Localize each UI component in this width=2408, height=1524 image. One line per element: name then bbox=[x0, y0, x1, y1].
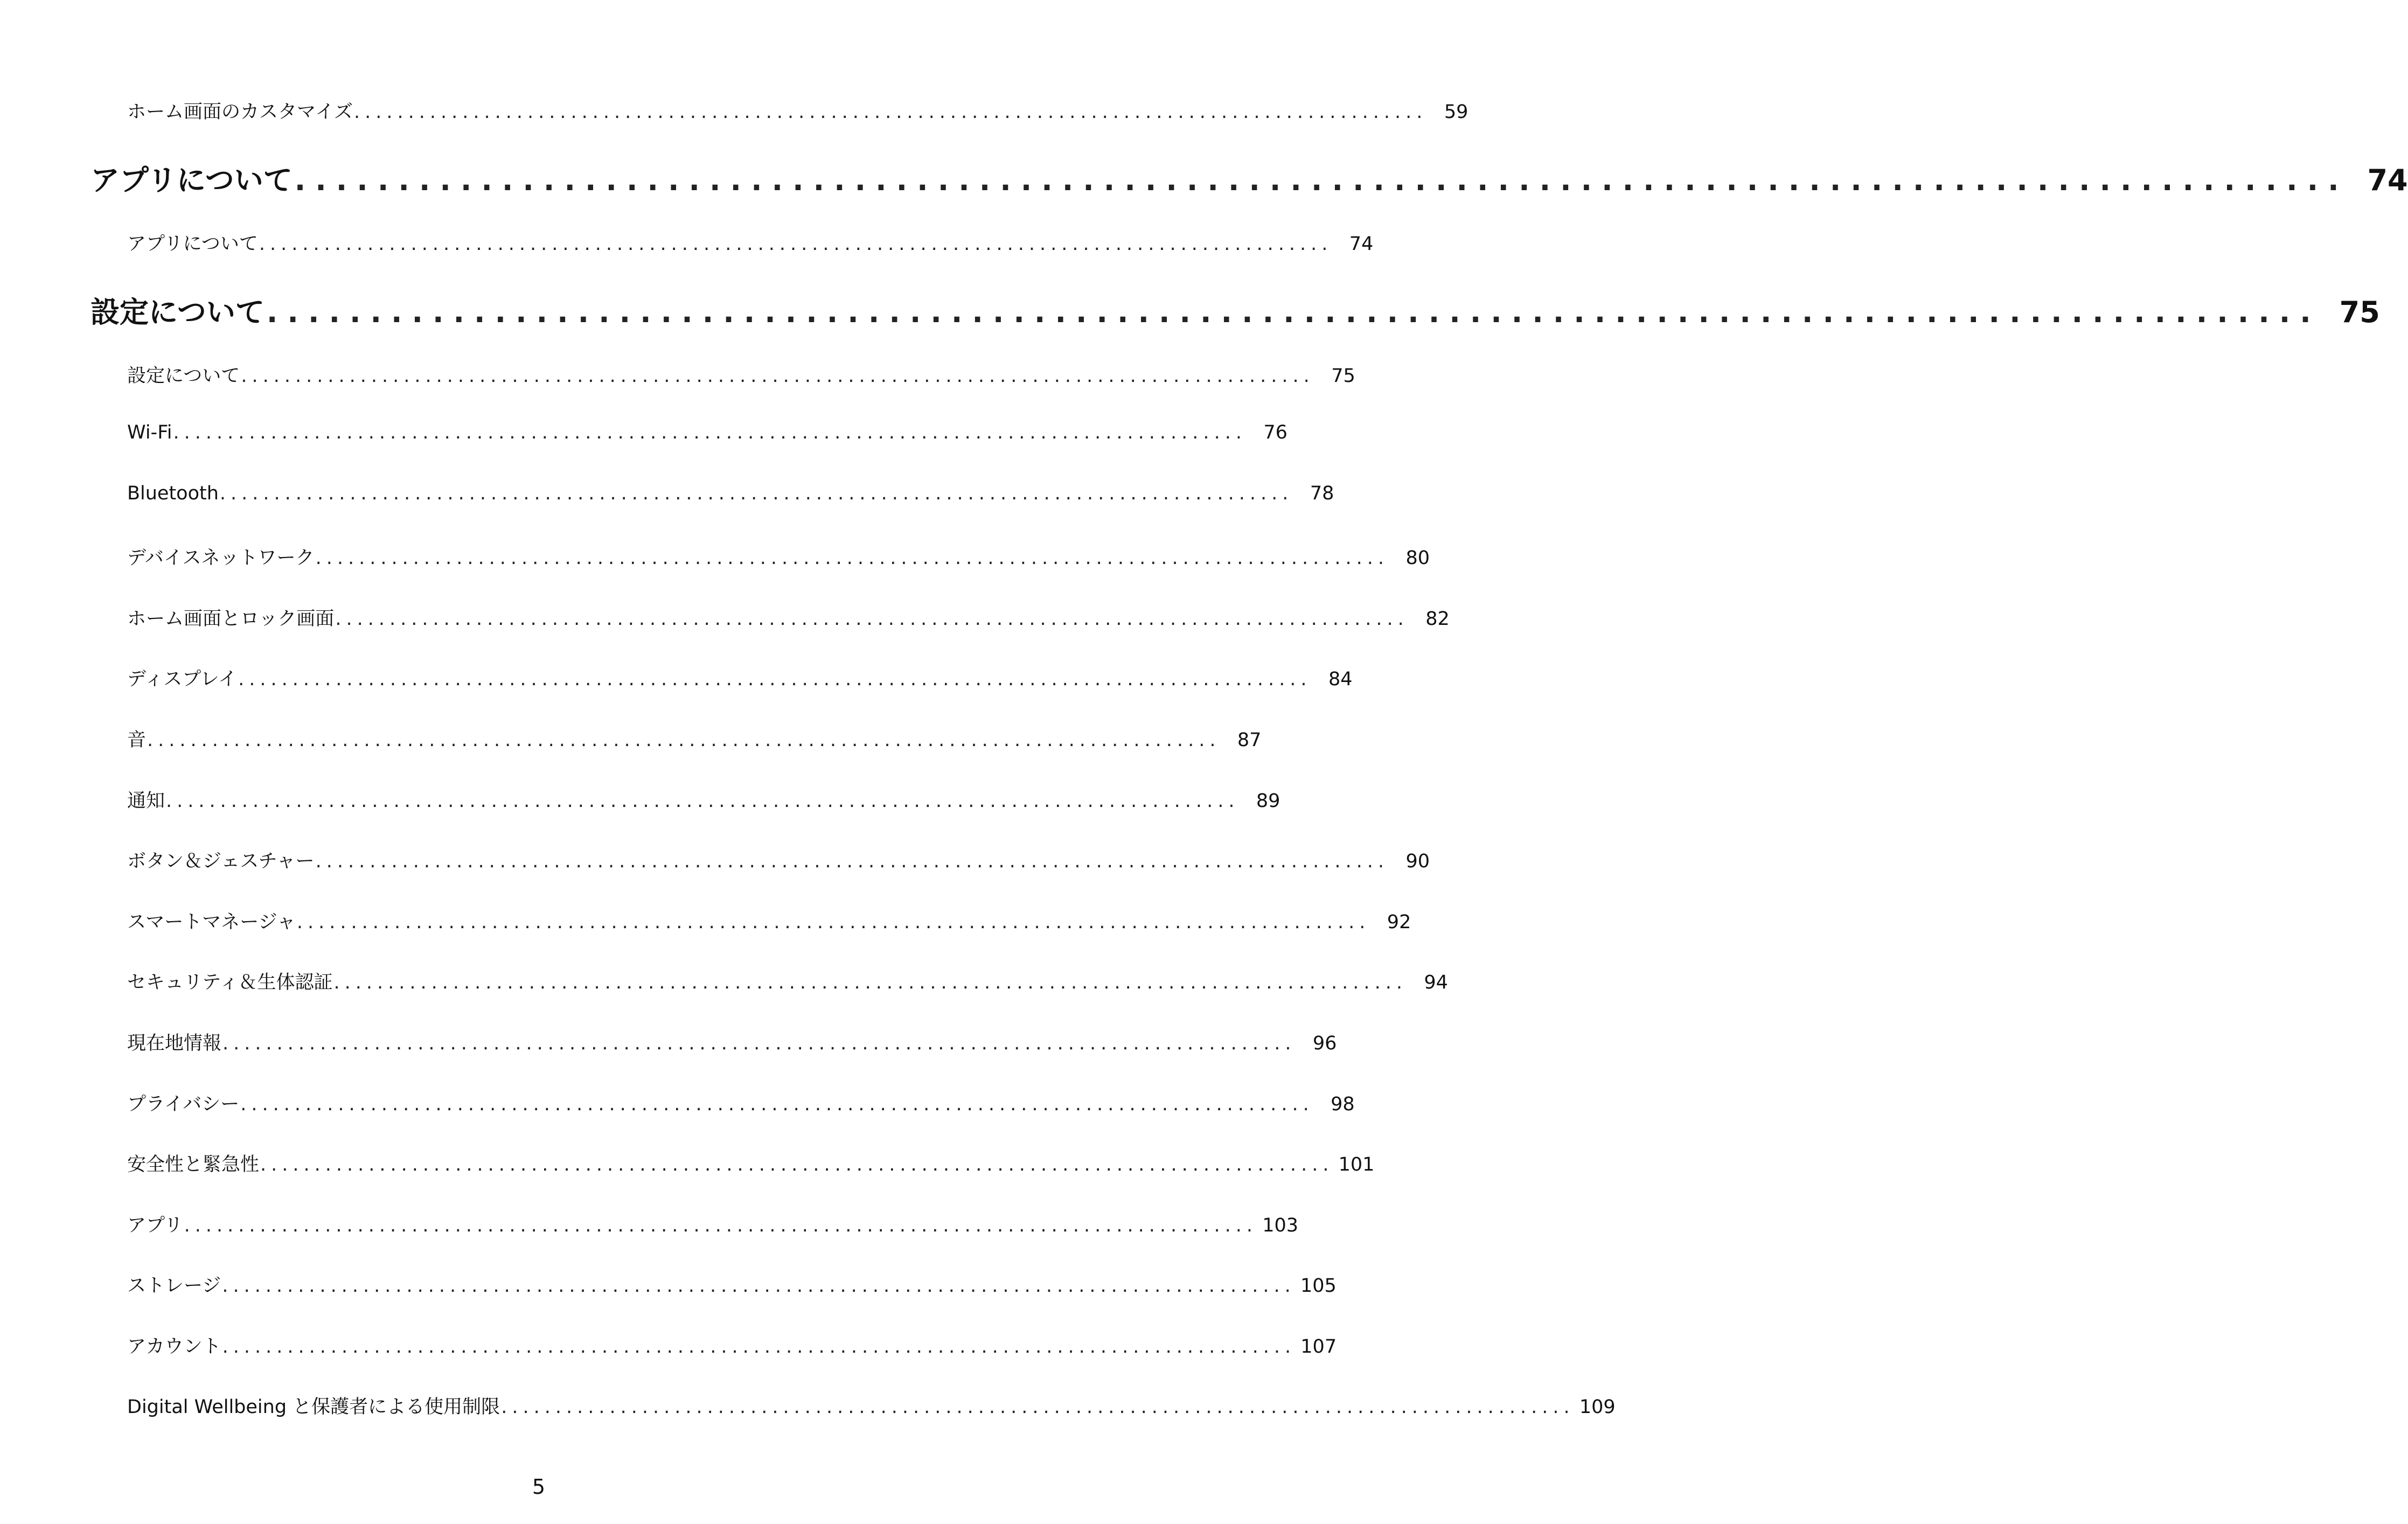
toc-chapter-page: 74 bbox=[2367, 163, 2408, 197]
toc-entry-page: 109 bbox=[1579, 1396, 1616, 1418]
dot-leader: ................................................................................................... bbox=[241, 365, 1314, 387]
toc-entry[interactable] bbox=[127, 229, 1374, 256]
dot-leader: ................................................................................................... bbox=[353, 101, 1428, 123]
toc-entry[interactable] bbox=[127, 1150, 1375, 1177]
toc-entry-title: ディスプレイ bbox=[127, 669, 238, 690]
toc-entry[interactable] bbox=[127, 786, 1280, 813]
toc-entry-title: 安全性と緊急性 bbox=[127, 1154, 260, 1175]
toc-entry-page: 82 bbox=[1425, 608, 1450, 630]
toc-entry-title: Digital Wellbeing と保護者による使用制限 bbox=[127, 1396, 500, 1418]
toc-entry[interactable] bbox=[127, 907, 1411, 934]
toc-entry-page: 92 bbox=[1387, 911, 1411, 933]
toc-entry-page: 90 bbox=[1405, 851, 1430, 872]
toc-chapter-title: アプリについて bbox=[91, 163, 293, 197]
toc-entry[interactable] bbox=[127, 1028, 1337, 1055]
toc-entry-title: 現在地情報 bbox=[127, 1033, 222, 1054]
toc-entry-title: Bluetooth bbox=[127, 483, 219, 504]
toc-entry-title: プライバシー bbox=[127, 1094, 240, 1115]
page-number: 5 bbox=[532, 1475, 546, 1499]
toc-entry[interactable] bbox=[127, 422, 1287, 443]
toc-entry[interactable] bbox=[127, 483, 1334, 504]
dot-leader: ................................................................................................... bbox=[501, 1396, 1575, 1418]
toc-entry-page: 87 bbox=[1237, 729, 1262, 751]
toc-entry-title: アプリ bbox=[127, 1215, 183, 1236]
toc-entry-title: デバイスネットワーク bbox=[127, 547, 315, 569]
dot-leader: ................................................................................................... bbox=[147, 729, 1221, 751]
toc-entry[interactable] bbox=[127, 725, 1262, 752]
toc-entry[interactable] bbox=[127, 1271, 1337, 1298]
toc-entry-page: 78 bbox=[1310, 483, 1334, 504]
dot-leader: ................................................................................................... bbox=[238, 669, 1312, 690]
dot-leader: ................................................................................................... bbox=[173, 422, 1247, 443]
toc-entry-page: 101 bbox=[1338, 1154, 1375, 1175]
toc-entry[interactable] bbox=[127, 1332, 1337, 1359]
toc-entry[interactable] bbox=[127, 1210, 1299, 1237]
toc-entry-title: 設定について bbox=[127, 365, 240, 387]
dot-leader: ................................................................................................... bbox=[222, 1033, 1296, 1054]
dot-leader: ................................................................................................... bbox=[294, 163, 2349, 197]
toc-entry-title: セキュリティ＆生体認証 bbox=[127, 972, 333, 993]
toc-entry-title: スマートマネージャ bbox=[127, 911, 296, 933]
toc-entry[interactable] bbox=[127, 846, 1430, 873]
toc-entry[interactable] bbox=[127, 543, 1430, 570]
dot-leader: ................................................................................................... bbox=[240, 1094, 1314, 1115]
dot-leader: ................................................................................................... bbox=[266, 295, 2321, 329]
toc-chapter-page: 75 bbox=[2339, 295, 2380, 329]
toc-chapter-entry[interactable] bbox=[91, 289, 2380, 331]
toc-entry-page: 80 bbox=[1405, 547, 1430, 569]
dot-leader: ................................................................................................... bbox=[315, 547, 1389, 569]
toc-entry-title: ホーム画面のカスタマイズ bbox=[127, 101, 353, 123]
toc-entry-title: ボタン＆ジェスチャー bbox=[127, 851, 315, 872]
toc-entry-page: 84 bbox=[1328, 669, 1353, 690]
dot-leader: ................................................................................................... bbox=[260, 1154, 1334, 1175]
dot-leader: ................................................................................................... bbox=[166, 790, 1240, 812]
dot-leader: ................................................................................................... bbox=[296, 911, 1370, 933]
toc-entry-title: 音 bbox=[127, 729, 147, 751]
toc-entry-page: 107 bbox=[1300, 1336, 1337, 1358]
toc-entry-page: 76 bbox=[1263, 422, 1287, 443]
dot-leader: ................................................................................................... bbox=[222, 1336, 1296, 1358]
dot-leader: ................................................................................................... bbox=[219, 483, 1293, 504]
toc-entry[interactable] bbox=[127, 361, 1355, 388]
toc-entry-title: ストレージ bbox=[127, 1275, 221, 1297]
toc-entry[interactable] bbox=[127, 1392, 1616, 1419]
toc-entry-title: ホーム画面とロック画面 bbox=[127, 608, 335, 630]
toc-entry-page: 89 bbox=[1256, 790, 1280, 812]
toc-entry-page: 75 bbox=[1331, 365, 1355, 387]
dot-leader: ................................................................................................... bbox=[259, 233, 1333, 255]
toc-entry[interactable] bbox=[127, 664, 1353, 691]
toc-chapter-entry[interactable] bbox=[91, 157, 2408, 199]
dot-leader: ................................................................................................... bbox=[184, 1215, 1258, 1236]
dot-leader: ................................................................................................... bbox=[335, 608, 1409, 630]
toc-entry[interactable] bbox=[127, 97, 1469, 124]
toc-entry-page: 59 bbox=[1444, 101, 1469, 123]
toc-chapter-title: 設定について bbox=[91, 295, 265, 329]
dot-leader: ................................................................................................... bbox=[222, 1275, 1296, 1297]
toc-entry-page: 96 bbox=[1312, 1033, 1337, 1054]
toc-entry-page: 74 bbox=[1349, 233, 1374, 255]
toc-entry-page: 103 bbox=[1262, 1215, 1299, 1236]
toc-entry-title: Wi-Fi bbox=[127, 422, 172, 443]
toc-entry-title: 通知 bbox=[127, 790, 165, 812]
toc-entry-page: 98 bbox=[1331, 1094, 1355, 1115]
toc-entry[interactable] bbox=[127, 968, 1448, 994]
toc-entry-page: 105 bbox=[1300, 1275, 1337, 1297]
toc-entry-title: アカウント bbox=[127, 1336, 221, 1358]
dot-leader: ................................................................................................... bbox=[315, 851, 1389, 872]
toc-entry[interactable] bbox=[127, 1089, 1355, 1116]
dot-leader: ................................................................................................... bbox=[333, 972, 1407, 993]
toc-entry-title: アプリについて bbox=[127, 233, 258, 255]
toc-entry-page: 94 bbox=[1424, 972, 1448, 993]
toc-entry[interactable] bbox=[127, 604, 1450, 631]
